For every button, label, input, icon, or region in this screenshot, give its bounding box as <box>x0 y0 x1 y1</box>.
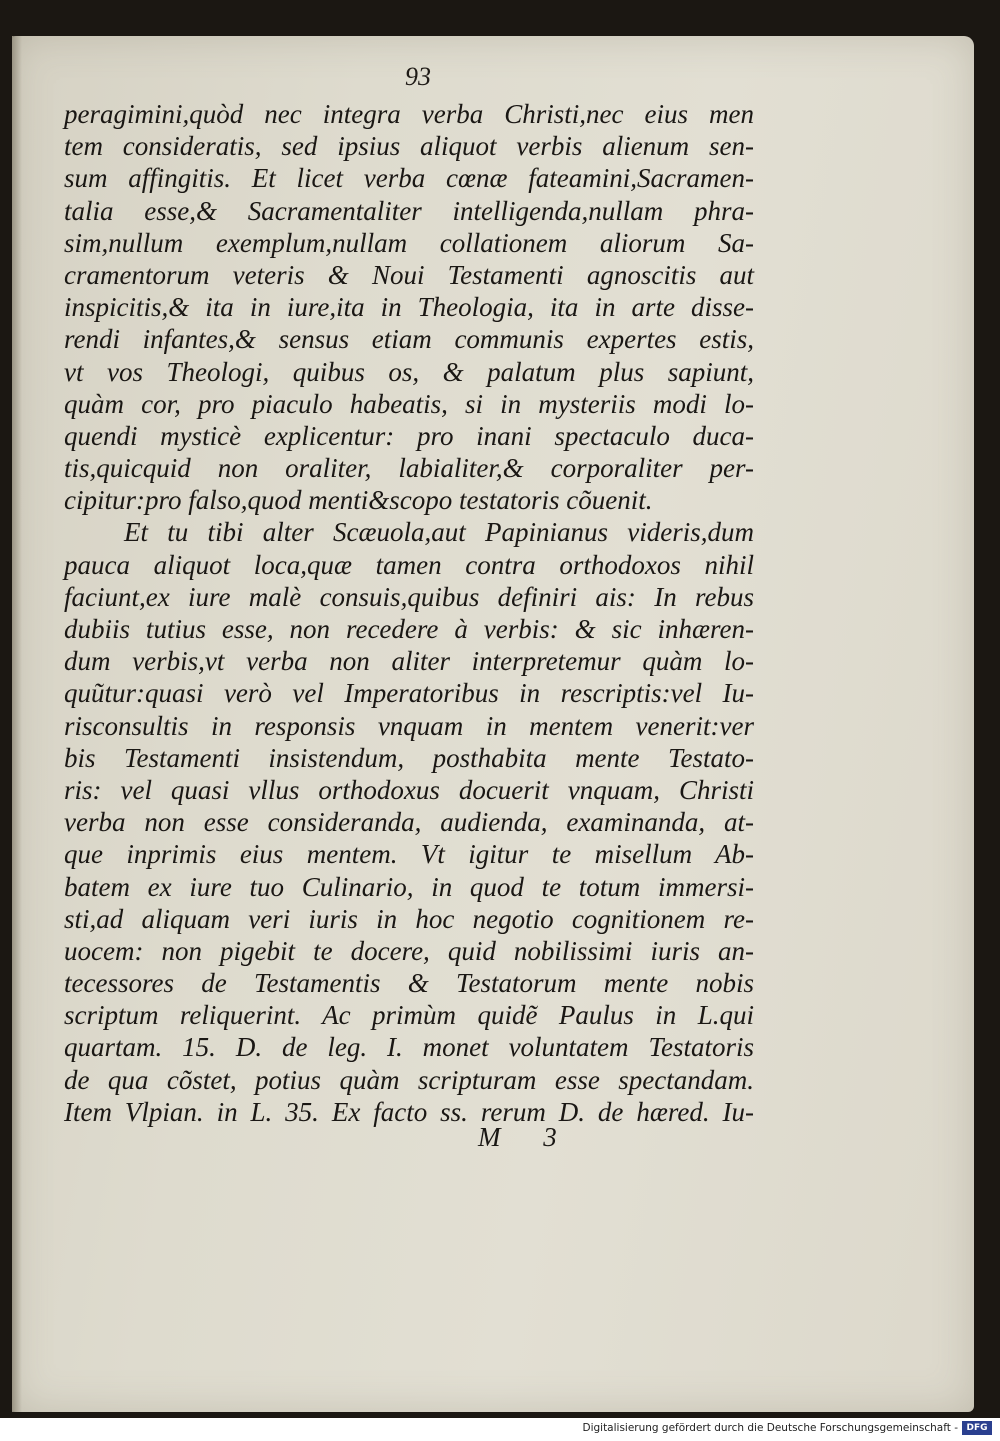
text-line: vt vos Theologi, quibus os, & palatum plus sapiunt, <box>64 356 754 387</box>
text-line: tis,quicquid non oraliter, labialiter,& corporaliter per- <box>64 453 754 484</box>
text-line: de qua cõstet, potius quàm scripturam esse spectandam. <box>64 1064 754 1095</box>
paragraph-start-line: Et tu tibi alter Scæuola,aut Papinianus videris,dum <box>124 517 754 548</box>
text-line: quendi mysticè explicentur: pro inani spectaculo duca- <box>64 420 754 451</box>
text-line: rendi infantes,& sensus etiam communis expertes estis, <box>64 324 754 355</box>
text-line: tecessores de Testamentis & Testatorum mente nobis <box>64 968 754 999</box>
signature-mark: M 3 <box>478 1122 575 1152</box>
text-line: dubiis tutius esse, non recedere à verbis: & sic inhæren- <box>64 614 754 644</box>
text-line: bis Testamenti insistendum, posthabita mente Testato- <box>64 742 754 773</box>
text-line: sim,nullum exemplum,nullam collationem aliorum Sa- <box>64 227 754 258</box>
text-line: ris: vel quasi vllus orthodoxus docuerit vnquam, Christi <box>64 774 754 805</box>
text-line: batem ex iure tuo Culinario, in quod te totum immersi- <box>64 871 754 902</box>
text-line: Item Vlpian. in L. 35. Ex facto ss. rerum D. de hæred. Iu- <box>64 1096 754 1127</box>
text-line: risconsultis in responsis vnquam in mentem venerit:ver <box>64 710 754 741</box>
text-line: faciunt,ex iure malè consuis,quibus definiri ais: In rebus <box>64 581 754 612</box>
text-line: uocem: non pigebit te docere, quid nobilissimi iuris an- <box>64 935 754 966</box>
body-text <box>64 98 754 1128</box>
page-edge-shadow <box>12 36 22 1412</box>
text-line: inspicitis,& ita in iure,ita in Theologia, ita in arte disse- <box>64 292 754 323</box>
text-line: quàm cor, pro piaculo habeatis, si in mysteriis modi lo- <box>64 388 754 419</box>
text-line: peragimini,quòd nec integra verba Christi,nec eius men <box>64 99 754 129</box>
text-line: cramentorum veteris & Noui Testamenti agnoscitis aut <box>64 259 754 290</box>
page-number: 93 <box>405 62 431 91</box>
text-line: pauca aliquot loca,quæ tamen contra orthodoxos nihil <box>64 549 754 580</box>
footer-bar <box>0 1418 1000 1441</box>
text-line: talia esse,& Sacramentaliter intelligenda,nullam phra- <box>64 195 754 226</box>
text-line: quartam. 15. D. de leg. I. monet voluntatem Testatoris <box>64 1032 754 1063</box>
text-line: verba non esse consideranda, audienda, examinanda, at- <box>64 807 754 838</box>
text-line: dum verbis,vt verba non aliter interpretemur quàm lo- <box>64 646 754 677</box>
text-line: scriptum reliquerint. Ac primùm quidẽ Paulus in L.qui <box>64 1000 754 1031</box>
text-line: tem consideratis, sed ipsius aliquot verbis alienum sen- <box>64 131 754 162</box>
text-line: que inprimis eius mentem. Vt igitur te misellum Ab- <box>64 839 754 870</box>
footer-credit: Digitalisierung gefördert durch die Deutsche Forschungsgemeinschaft - <box>582 1422 958 1434</box>
dfg-logo-icon: DFG <box>962 1421 992 1435</box>
text-line: quũtur:quasi verò vel Imperatoribus in rescriptis:vel Iu- <box>64 678 754 709</box>
text-line: sti,ad aliquam veri iuris in hoc negotio cognitionem re- <box>64 903 754 934</box>
text-line: cipitur:pro falso,quod menti&scopo testatoris cõuenit. <box>64 485 653 516</box>
text-line: sum affingitis. Et licet verba cœnæ fateamini,Sacramen- <box>64 163 754 194</box>
